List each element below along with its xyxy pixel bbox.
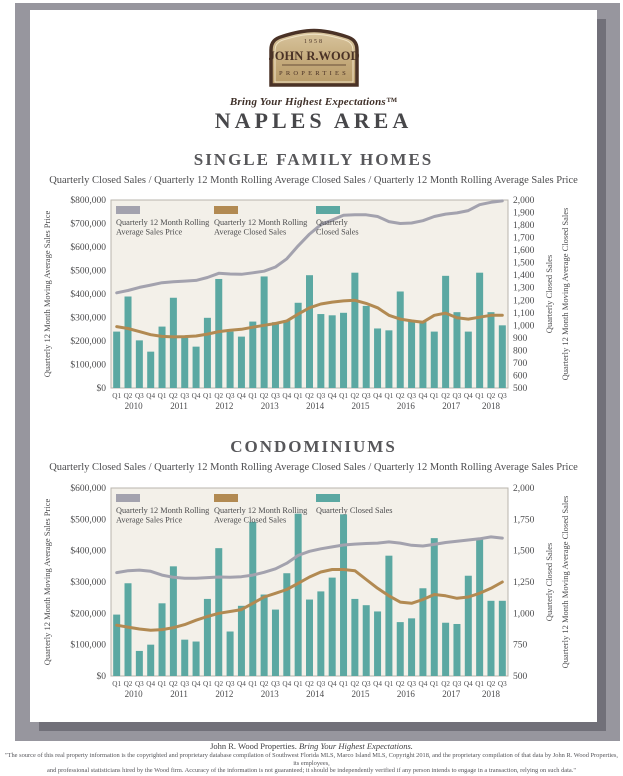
svg-text:$0: $0 <box>96 672 106 682</box>
svg-text:Average Closed Sales: Average Closed Sales <box>214 515 287 525</box>
svg-text:1,700: 1,700 <box>513 233 535 244</box>
svg-text:Q4: Q4 <box>191 392 201 400</box>
svg-text:1,100: 1,100 <box>513 308 535 319</box>
footer-disclaimer <box>4 752 619 775</box>
svg-text:Q3: Q3 <box>225 680 235 688</box>
svg-text:Closed Sales: Closed Sales <box>316 227 359 237</box>
svg-text:Q2: Q2 <box>350 680 360 688</box>
svg-text:Q4: Q4 <box>463 392 473 400</box>
footer-disclaimer-line1: "The source of this real property information is the copyrighted and proprietary database compilation of Southwest Florida MLS, Marco Island MLS, Copyright 2018, and the proprietary compilation of that data by John R. Wood Properties, its employees, <box>4 752 619 767</box>
svg-text:2014: 2014 <box>306 401 325 411</box>
brand-header <box>30 26 597 108</box>
svg-text:Average Closed Sales: Average Closed Sales <box>214 227 287 237</box>
svg-text:800: 800 <box>513 346 528 357</box>
svg-text:Average Sales Price: Average Sales Price <box>116 227 183 237</box>
john-r-wood-logo <box>266 26 362 88</box>
svg-text:Q3: Q3 <box>361 680 371 688</box>
svg-text:Q1: Q1 <box>384 680 394 688</box>
svg-text:Quarterly Closed Sales: Quarterly Closed Sales <box>316 506 393 515</box>
svg-text:1,400: 1,400 <box>513 271 535 282</box>
svg-text:Q4: Q4 <box>282 392 292 400</box>
svg-text:1,500: 1,500 <box>513 258 535 269</box>
svg-text:Q1: Q1 <box>157 392 167 400</box>
svg-text:Q1: Q1 <box>339 392 348 400</box>
svg-text:Q1: Q1 <box>429 680 439 688</box>
svg-text:1,600: 1,600 <box>513 246 535 257</box>
svg-text:Q3: Q3 <box>407 392 416 400</box>
svg-text:$600,000: $600,000 <box>70 484 106 494</box>
report-sheet <box>30 10 597 722</box>
svg-text:500: 500 <box>513 384 528 394</box>
svg-text:Q2: Q2 <box>305 392 314 400</box>
svg-text:Average Sales Price: Average Sales Price <box>116 515 183 525</box>
svg-text:2017: 2017 <box>442 401 461 411</box>
svg-text:Q3: Q3 <box>180 680 190 688</box>
footer-credit-company: John R. Wood Properties. <box>210 741 299 751</box>
svg-text:1,250: 1,250 <box>513 578 535 588</box>
logo-plaque-icon <box>266 26 362 88</box>
svg-text:Q4: Q4 <box>282 680 292 688</box>
svg-text:Q3: Q3 <box>361 392 371 400</box>
svg-text:Q1: Q1 <box>248 392 258 400</box>
svg-text:Q4: Q4 <box>146 680 156 688</box>
svg-text:Q3: Q3 <box>452 680 462 688</box>
svg-text:Q2: Q2 <box>168 680 178 688</box>
svg-text:Q2: Q2 <box>214 392 224 400</box>
svg-text:$200,000: $200,000 <box>70 609 106 620</box>
svg-text:Q3: Q3 <box>497 392 507 400</box>
svg-text:Q4: Q4 <box>463 680 473 688</box>
svg-text:2015: 2015 <box>351 401 370 411</box>
svg-text:2012: 2012 <box>215 689 234 699</box>
svg-text:Q2: Q2 <box>350 392 360 400</box>
svg-text:2,000: 2,000 <box>513 196 535 206</box>
svg-text:Q3: Q3 <box>134 392 144 400</box>
svg-text:Q3: Q3 <box>180 392 190 400</box>
svg-text:Q1: Q1 <box>112 392 122 400</box>
svg-text:$700,000: $700,000 <box>70 219 106 230</box>
svg-text:2015: 2015 <box>351 689 370 699</box>
svg-text:Q4: Q4 <box>146 392 156 400</box>
svg-text:Q1: Q1 <box>112 680 122 688</box>
svg-text:1,200: 1,200 <box>513 296 535 307</box>
svg-text:Q1: Q1 <box>248 680 258 688</box>
svg-text:1958: 1958 <box>303 39 324 45</box>
svg-text:Quarterly 12 Month Moving Aver: Quarterly 12 Month Moving Average Closed Sales <box>560 495 570 669</box>
svg-text:Q2: Q2 <box>168 392 178 400</box>
svg-text:Q3: Q3 <box>452 392 462 400</box>
chart-canvas <box>36 480 596 712</box>
svg-text:$0: $0 <box>96 384 106 394</box>
svg-text:2017: 2017 <box>442 689 461 699</box>
svg-text:Q1: Q1 <box>339 680 348 688</box>
svg-text:Q3: Q3 <box>316 680 326 688</box>
svg-text:Quarterly Closed Sales: Quarterly Closed Sales <box>544 542 554 622</box>
svg-text:Q2: Q2 <box>486 392 496 400</box>
svg-text:$400,000: $400,000 <box>70 290 106 300</box>
condo-section-title: CONDOMINIUMS <box>230 437 397 456</box>
svg-text:Q1: Q1 <box>203 392 212 400</box>
svg-text:Q1: Q1 <box>293 680 303 688</box>
svg-text:Quarterly Closed Sales: Quarterly Closed Sales <box>544 254 554 334</box>
condo-section-subtitle: Quarterly Closed Sales / Quarterly 12 Month Rolling Average Closed Sales / Quarterly 12 Month Rolling Average Sales Price <box>49 462 578 473</box>
svg-text:Quarterly 12 Month Moving Aver: Quarterly 12 Month Moving Average Closed Sales <box>560 207 570 381</box>
svg-text:2012: 2012 <box>215 401 234 411</box>
svg-text:Q3: Q3 <box>271 680 280 688</box>
svg-text:Q2: Q2 <box>305 680 314 688</box>
svg-text:1,800: 1,800 <box>513 221 535 232</box>
svg-text:Quarterly 12 Month Moving Aver: Quarterly 12 Month Moving Average Sales Price <box>42 210 52 378</box>
svg-text:Q4: Q4 <box>373 392 382 400</box>
chart-canvas <box>36 192 596 424</box>
svg-text:$100,000: $100,000 <box>70 360 106 371</box>
svg-text:2011: 2011 <box>170 689 188 699</box>
svg-text:Q1: Q1 <box>293 392 303 400</box>
svg-text:2010: 2010 <box>124 401 143 411</box>
svg-text:Q1: Q1 <box>203 680 212 688</box>
svg-text:Q2: Q2 <box>395 392 405 400</box>
svg-text:$400,000: $400,000 <box>70 546 106 557</box>
svg-text:Q1: Q1 <box>157 680 167 688</box>
svg-text:Q2: Q2 <box>123 392 133 400</box>
svg-text:2011: 2011 <box>170 401 188 411</box>
svg-text:2013: 2013 <box>260 401 279 411</box>
footer-credit <box>0 741 623 751</box>
svg-text:Quarterly 12 Month Rolling: Quarterly 12 Month Rolling <box>214 218 308 227</box>
svg-text:Q2: Q2 <box>441 392 451 400</box>
svg-text:$200,000: $200,000 <box>70 337 106 347</box>
svg-text:900: 900 <box>513 333 528 344</box>
svg-text:$500,000: $500,000 <box>70 266 106 277</box>
page-title: NAPLES AREA <box>214 108 413 133</box>
svg-text:2016: 2016 <box>396 689 415 699</box>
svg-text:1,000: 1,000 <box>513 321 535 332</box>
svg-text:$100,000: $100,000 <box>70 640 106 651</box>
condo-chart <box>36 480 596 712</box>
svg-text:2016: 2016 <box>396 401 415 411</box>
svg-text:Q3: Q3 <box>407 680 416 688</box>
footer-credit-slogan: Bring Your Highest Expectations. <box>298 741 413 751</box>
sfh-chart <box>36 192 596 424</box>
sfh-section-subtitle: Quarterly Closed Sales / Quarterly 12 Month Rolling Average Closed Sales / Quarterly 12 Month Rolling Average Sales Price <box>49 175 578 186</box>
svg-text:Quarterly 12 Month Rolling: Quarterly 12 Month Rolling <box>116 506 210 515</box>
svg-text:2014: 2014 <box>306 689 325 699</box>
svg-text:1,500: 1,500 <box>513 546 535 557</box>
brand-tagline: Bring Your Highest Expectations™ <box>229 96 398 108</box>
svg-text:Quarterly 12 Month Rolling: Quarterly 12 Month Rolling <box>214 506 308 515</box>
svg-text:JOHN R.WOOD: JOHN R.WOOD <box>268 49 359 63</box>
svg-text:Q3: Q3 <box>316 392 326 400</box>
svg-text:Q4: Q4 <box>327 680 337 688</box>
svg-text:Q4: Q4 <box>373 680 382 688</box>
svg-text:Q4: Q4 <box>237 680 246 688</box>
svg-text:PROPERTIES: PROPERTIES <box>278 70 349 77</box>
svg-text:1,000: 1,000 <box>513 609 535 620</box>
svg-text:Q2: Q2 <box>441 680 451 688</box>
svg-text:700: 700 <box>513 358 528 369</box>
svg-text:$300,000: $300,000 <box>70 313 106 324</box>
svg-text:Q2: Q2 <box>214 680 224 688</box>
svg-text:Q3: Q3 <box>134 680 144 688</box>
svg-text:Q1: Q1 <box>475 392 485 400</box>
svg-text:Q3: Q3 <box>271 392 280 400</box>
footer-disclaimer-line2: and professional statisticians hired by the Wood firm. Accuracy of the information is not guaranteed; it should be independently verified if any person intends to engage in a transaction, relying on such data." <box>47 767 576 775</box>
svg-text:Q2: Q2 <box>123 680 133 688</box>
svg-text:Q2: Q2 <box>259 680 269 688</box>
svg-text:Quarterly: Quarterly <box>316 218 348 227</box>
svg-text:Q4: Q4 <box>418 680 428 688</box>
svg-text:Q4: Q4 <box>418 392 428 400</box>
svg-text:1,750: 1,750 <box>513 515 535 526</box>
svg-text:Q4: Q4 <box>237 392 246 400</box>
svg-text:2010: 2010 <box>124 689 143 699</box>
svg-text:2013: 2013 <box>260 689 279 699</box>
svg-text:Q4: Q4 <box>191 680 201 688</box>
svg-text:Q4: Q4 <box>327 392 337 400</box>
svg-text:2018: 2018 <box>481 401 500 411</box>
svg-text:2018: 2018 <box>481 689 500 699</box>
svg-text:Q2: Q2 <box>486 680 496 688</box>
svg-text:Quarterly 12 Month Rolling: Quarterly 12 Month Rolling <box>116 218 210 227</box>
svg-text:$600,000: $600,000 <box>70 243 106 253</box>
svg-text:1,900: 1,900 <box>513 208 535 219</box>
svg-text:$500,000: $500,000 <box>70 515 106 526</box>
sfh-section-title: SINGLE FAMILY HOMES <box>193 150 434 169</box>
svg-text:750: 750 <box>513 640 528 651</box>
svg-text:2,000: 2,000 <box>513 484 535 494</box>
svg-text:500: 500 <box>513 672 528 682</box>
svg-text:Q3: Q3 <box>497 680 507 688</box>
svg-text:1,300: 1,300 <box>513 283 535 294</box>
svg-text:Q1: Q1 <box>429 392 439 400</box>
svg-text:Q1: Q1 <box>384 392 394 400</box>
svg-text:Q1: Q1 <box>475 680 485 688</box>
svg-text:$800,000: $800,000 <box>70 196 106 206</box>
svg-text:Q3: Q3 <box>225 392 235 400</box>
svg-text:$300,000: $300,000 <box>70 578 106 588</box>
svg-text:600: 600 <box>513 371 528 382</box>
svg-text:Q2: Q2 <box>259 392 269 400</box>
svg-text:Q2: Q2 <box>395 680 405 688</box>
svg-text:Quarterly 12 Month Moving Aver: Quarterly 12 Month Moving Average Sales Price <box>42 498 52 666</box>
